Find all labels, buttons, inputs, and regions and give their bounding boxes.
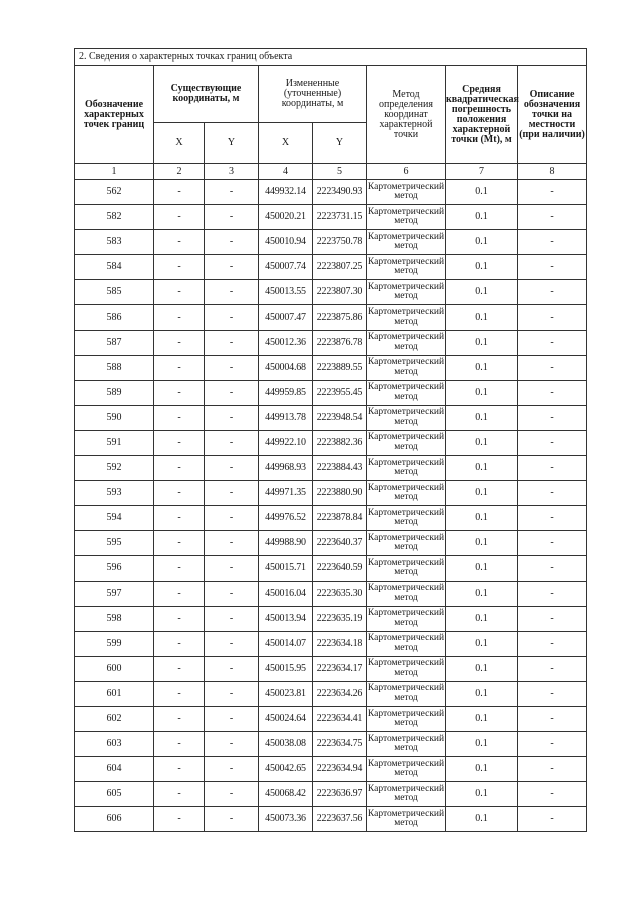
header-changed-x: X bbox=[259, 123, 313, 164]
rms-error-cell: 0.1 bbox=[446, 581, 518, 606]
point-id-cell: 582 bbox=[75, 205, 154, 230]
changed-y-cell: 2223490.93 bbox=[313, 180, 367, 205]
existing-x-cell: - bbox=[154, 305, 205, 330]
header-existing-x: X bbox=[154, 123, 205, 164]
changed-x-cell: 450012.36 bbox=[259, 330, 313, 355]
point-id-cell: 602 bbox=[75, 706, 154, 731]
point-id-cell: 593 bbox=[75, 481, 154, 506]
changed-x-cell: 449968.93 bbox=[259, 456, 313, 481]
changed-y-cell: 2223875.86 bbox=[313, 305, 367, 330]
changed-x-cell: 449959.85 bbox=[259, 380, 313, 405]
description-cell: - bbox=[518, 305, 587, 330]
changed-x-cell: 450015.71 bbox=[259, 556, 313, 581]
description-cell: - bbox=[518, 506, 587, 531]
method-cell: Картометрический метод bbox=[367, 631, 446, 656]
changed-x-cell: 450013.55 bbox=[259, 280, 313, 305]
existing-y-cell: - bbox=[205, 481, 259, 506]
existing-x-cell: - bbox=[154, 255, 205, 280]
changed-y-cell: 2223955.45 bbox=[313, 380, 367, 405]
method-cell: Картометрический метод bbox=[367, 405, 446, 430]
existing-y-cell: - bbox=[205, 782, 259, 807]
rms-error-cell: 0.1 bbox=[446, 706, 518, 731]
header-description: Описание обозначения точки на местности (при наличии) bbox=[518, 66, 587, 164]
header-rms-error: Средняя квадратическая погрешность положения характерной точки (Mt), м bbox=[446, 66, 518, 164]
changed-x-cell: 450073.36 bbox=[259, 807, 313, 832]
column-number: 3 bbox=[205, 164, 259, 180]
existing-y-cell: - bbox=[205, 205, 259, 230]
column-number: 8 bbox=[518, 164, 587, 180]
existing-x-cell: - bbox=[154, 782, 205, 807]
column-number: 6 bbox=[367, 164, 446, 180]
description-cell: - bbox=[518, 782, 587, 807]
description-cell: - bbox=[518, 430, 587, 455]
rms-error-cell: 0.1 bbox=[446, 430, 518, 455]
rms-error-cell: 0.1 bbox=[446, 531, 518, 556]
existing-x-cell: - bbox=[154, 706, 205, 731]
changed-y-cell: 2223878.84 bbox=[313, 506, 367, 531]
description-cell: - bbox=[518, 380, 587, 405]
rms-error-cell: 0.1 bbox=[446, 330, 518, 355]
changed-y-cell: 2223731.15 bbox=[313, 205, 367, 230]
description-cell: - bbox=[518, 631, 587, 656]
table-row bbox=[75, 280, 587, 305]
point-id-cell: 583 bbox=[75, 230, 154, 255]
description-cell: - bbox=[518, 205, 587, 230]
method-cell: Картометрический метод bbox=[367, 330, 446, 355]
method-cell: Картометрический метод bbox=[367, 355, 446, 380]
method-cell: Картометрический метод bbox=[367, 255, 446, 280]
existing-x-cell: - bbox=[154, 531, 205, 556]
changed-y-cell: 2223634.41 bbox=[313, 706, 367, 731]
changed-y-cell: 2223634.75 bbox=[313, 732, 367, 757]
point-id-cell: 605 bbox=[75, 782, 154, 807]
description-cell: - bbox=[518, 556, 587, 581]
existing-y-cell: - bbox=[205, 732, 259, 757]
point-id-cell: 606 bbox=[75, 807, 154, 832]
method-cell: Картометрический метод bbox=[367, 706, 446, 731]
changed-x-cell: 450016.04 bbox=[259, 581, 313, 606]
rms-error-cell: 0.1 bbox=[446, 380, 518, 405]
description-cell: - bbox=[518, 255, 587, 280]
existing-y-cell: - bbox=[205, 656, 259, 681]
changed-y-cell: 2223634.17 bbox=[313, 656, 367, 681]
method-cell: Картометрический метод bbox=[367, 205, 446, 230]
column-number: 2 bbox=[154, 164, 205, 180]
method-cell: Картометрический метод bbox=[367, 782, 446, 807]
rms-error-cell: 0.1 bbox=[446, 456, 518, 481]
description-cell: - bbox=[518, 531, 587, 556]
rms-error-cell: 0.1 bbox=[446, 606, 518, 631]
changed-x-cell: 449913.78 bbox=[259, 405, 313, 430]
point-id-cell: 600 bbox=[75, 656, 154, 681]
rms-error-cell: 0.1 bbox=[446, 656, 518, 681]
table-row bbox=[75, 430, 587, 455]
header-existing-y: Y bbox=[205, 123, 259, 164]
changed-y-cell: 2223634.18 bbox=[313, 631, 367, 656]
method-cell: Картометрический метод bbox=[367, 280, 446, 305]
existing-y-cell: - bbox=[205, 255, 259, 280]
method-cell: Картометрический метод bbox=[367, 732, 446, 757]
existing-x-cell: - bbox=[154, 506, 205, 531]
point-id-cell: 588 bbox=[75, 355, 154, 380]
description-cell: - bbox=[518, 706, 587, 731]
point-id-cell: 562 bbox=[75, 180, 154, 205]
section-title: 2. Сведения о характерных точках границ объекта bbox=[75, 49, 587, 66]
existing-y-cell: - bbox=[205, 581, 259, 606]
header-existing-coords: Существующие координаты, м bbox=[154, 66, 259, 123]
existing-x-cell: - bbox=[154, 430, 205, 455]
method-cell: Картометрический метод bbox=[367, 481, 446, 506]
existing-x-cell: - bbox=[154, 681, 205, 706]
changed-x-cell: 450014.07 bbox=[259, 631, 313, 656]
description-cell: - bbox=[518, 807, 587, 832]
point-id-cell: 604 bbox=[75, 757, 154, 782]
description-cell: - bbox=[518, 456, 587, 481]
changed-x-cell: 450013.94 bbox=[259, 606, 313, 631]
existing-x-cell: - bbox=[154, 556, 205, 581]
table-row bbox=[75, 757, 587, 782]
existing-x-cell: - bbox=[154, 180, 205, 205]
existing-x-cell: - bbox=[154, 280, 205, 305]
changed-y-cell: 2223634.26 bbox=[313, 681, 367, 706]
point-id-cell: 589 bbox=[75, 380, 154, 405]
table-row bbox=[75, 631, 587, 656]
existing-x-cell: - bbox=[154, 606, 205, 631]
method-cell: Картометрический метод bbox=[367, 656, 446, 681]
point-id-cell: 586 bbox=[75, 305, 154, 330]
rms-error-cell: 0.1 bbox=[446, 280, 518, 305]
changed-y-cell: 2223889.55 bbox=[313, 355, 367, 380]
point-id-cell: 587 bbox=[75, 330, 154, 355]
rms-error-cell: 0.1 bbox=[446, 732, 518, 757]
existing-y-cell: - bbox=[205, 305, 259, 330]
changed-y-cell: 2223637.56 bbox=[313, 807, 367, 832]
table-row bbox=[75, 581, 587, 606]
existing-x-cell: - bbox=[154, 456, 205, 481]
rms-error-cell: 0.1 bbox=[446, 681, 518, 706]
table-row bbox=[75, 456, 587, 481]
existing-y-cell: - bbox=[205, 355, 259, 380]
changed-x-cell: 450007.47 bbox=[259, 305, 313, 330]
changed-x-cell: 450004.68 bbox=[259, 355, 313, 380]
description-cell: - bbox=[518, 757, 587, 782]
rms-error-cell: 0.1 bbox=[446, 230, 518, 255]
method-cell: Картометрический метод bbox=[367, 506, 446, 531]
rms-error-cell: 0.1 bbox=[446, 205, 518, 230]
changed-y-cell: 2223636.97 bbox=[313, 782, 367, 807]
table-row bbox=[75, 230, 587, 255]
existing-y-cell: - bbox=[205, 706, 259, 731]
rms-error-cell: 0.1 bbox=[446, 255, 518, 280]
existing-y-cell: - bbox=[205, 180, 259, 205]
changed-y-cell: 2223635.30 bbox=[313, 581, 367, 606]
changed-x-cell: 450015.95 bbox=[259, 656, 313, 681]
description-cell: - bbox=[518, 581, 587, 606]
description-cell: - bbox=[518, 405, 587, 430]
rms-error-cell: 0.1 bbox=[446, 305, 518, 330]
existing-y-cell: - bbox=[205, 556, 259, 581]
rms-error-cell: 0.1 bbox=[446, 807, 518, 832]
existing-y-cell: - bbox=[205, 230, 259, 255]
method-cell: Картометрический метод bbox=[367, 456, 446, 481]
method-cell: Картометрический метод bbox=[367, 430, 446, 455]
rms-error-cell: 0.1 bbox=[446, 782, 518, 807]
rms-error-cell: 0.1 bbox=[446, 405, 518, 430]
existing-y-cell: - bbox=[205, 681, 259, 706]
existing-y-cell: - bbox=[205, 506, 259, 531]
point-id-cell: 603 bbox=[75, 732, 154, 757]
changed-y-cell: 2223880.90 bbox=[313, 481, 367, 506]
method-cell: Картометрический метод bbox=[367, 305, 446, 330]
description-cell: - bbox=[518, 481, 587, 506]
method-cell: Картометрический метод bbox=[367, 807, 446, 832]
table-row bbox=[75, 205, 587, 230]
existing-x-cell: - bbox=[154, 631, 205, 656]
table-row bbox=[75, 180, 587, 205]
table-row bbox=[75, 706, 587, 731]
table-row bbox=[75, 732, 587, 757]
existing-x-cell: - bbox=[154, 481, 205, 506]
changed-x-cell: 450042.65 bbox=[259, 757, 313, 782]
existing-x-cell: - bbox=[154, 581, 205, 606]
changed-x-cell: 449971.35 bbox=[259, 481, 313, 506]
changed-y-cell: 2223882.36 bbox=[313, 430, 367, 455]
existing-x-cell: - bbox=[154, 807, 205, 832]
header-changed-coords: Измененные (уточненные) координаты, м bbox=[259, 66, 367, 123]
point-id-cell: 597 bbox=[75, 581, 154, 606]
table-row bbox=[75, 305, 587, 330]
description-cell: - bbox=[518, 606, 587, 631]
boundary-points-table bbox=[74, 48, 587, 832]
point-id-cell: 584 bbox=[75, 255, 154, 280]
changed-y-cell: 2223640.37 bbox=[313, 531, 367, 556]
existing-x-cell: - bbox=[154, 380, 205, 405]
changed-x-cell: 449988.90 bbox=[259, 531, 313, 556]
changed-y-cell: 2223807.30 bbox=[313, 280, 367, 305]
description-cell: - bbox=[518, 230, 587, 255]
changed-x-cell: 450007.74 bbox=[259, 255, 313, 280]
point-id-cell: 585 bbox=[75, 280, 154, 305]
rms-error-cell: 0.1 bbox=[446, 631, 518, 656]
column-number: 4 bbox=[259, 164, 313, 180]
changed-y-cell: 2223635.19 bbox=[313, 606, 367, 631]
description-cell: - bbox=[518, 355, 587, 380]
existing-x-cell: - bbox=[154, 330, 205, 355]
existing-x-cell: - bbox=[154, 656, 205, 681]
table-row bbox=[75, 807, 587, 832]
point-id-cell: 598 bbox=[75, 606, 154, 631]
rms-error-cell: 0.1 bbox=[446, 757, 518, 782]
point-id-cell: 591 bbox=[75, 430, 154, 455]
point-id-cell: 596 bbox=[75, 556, 154, 581]
table-row bbox=[75, 405, 587, 430]
existing-y-cell: - bbox=[205, 330, 259, 355]
description-cell: - bbox=[518, 656, 587, 681]
existing-x-cell: - bbox=[154, 205, 205, 230]
description-cell: - bbox=[518, 732, 587, 757]
method-cell: Картометрический метод bbox=[367, 606, 446, 631]
description-cell: - bbox=[518, 681, 587, 706]
description-cell: - bbox=[518, 280, 587, 305]
existing-y-cell: - bbox=[205, 606, 259, 631]
changed-y-cell: 2223640.59 bbox=[313, 556, 367, 581]
description-cell: - bbox=[518, 180, 587, 205]
method-cell: Картометрический метод bbox=[367, 180, 446, 205]
table-row bbox=[75, 330, 587, 355]
existing-y-cell: - bbox=[205, 456, 259, 481]
header-changed-y: Y bbox=[313, 123, 367, 164]
changed-x-cell: 450023.81 bbox=[259, 681, 313, 706]
existing-x-cell: - bbox=[154, 732, 205, 757]
method-cell: Картометрический метод bbox=[367, 757, 446, 782]
changed-x-cell: 449976.52 bbox=[259, 506, 313, 531]
existing-x-cell: - bbox=[154, 355, 205, 380]
existing-x-cell: - bbox=[154, 230, 205, 255]
changed-x-cell: 450020.21 bbox=[259, 205, 313, 230]
point-id-cell: 592 bbox=[75, 456, 154, 481]
point-id-cell: 601 bbox=[75, 681, 154, 706]
point-id-cell: 595 bbox=[75, 531, 154, 556]
existing-y-cell: - bbox=[205, 757, 259, 782]
changed-y-cell: 2223807.25 bbox=[313, 255, 367, 280]
changed-y-cell: 2223750.78 bbox=[313, 230, 367, 255]
method-cell: Картометрический метод bbox=[367, 556, 446, 581]
changed-x-cell: 450068.42 bbox=[259, 782, 313, 807]
table-row bbox=[75, 380, 587, 405]
existing-y-cell: - bbox=[205, 430, 259, 455]
changed-x-cell: 449922.10 bbox=[259, 430, 313, 455]
header-method: Метод определения координат характерной точки bbox=[367, 66, 446, 164]
rms-error-cell: 0.1 bbox=[446, 180, 518, 205]
changed-x-cell: 450038.08 bbox=[259, 732, 313, 757]
existing-y-cell: - bbox=[205, 405, 259, 430]
column-number: 7 bbox=[446, 164, 518, 180]
table-row bbox=[75, 556, 587, 581]
table-row bbox=[75, 782, 587, 807]
existing-y-cell: - bbox=[205, 531, 259, 556]
point-id-cell: 594 bbox=[75, 506, 154, 531]
table-row bbox=[75, 481, 587, 506]
existing-y-cell: - bbox=[205, 380, 259, 405]
changed-y-cell: 2223884.43 bbox=[313, 456, 367, 481]
method-cell: Картометрический метод bbox=[367, 380, 446, 405]
existing-y-cell: - bbox=[205, 807, 259, 832]
method-cell: Картометрический метод bbox=[367, 531, 446, 556]
table-row bbox=[75, 681, 587, 706]
point-id-cell: 599 bbox=[75, 631, 154, 656]
rms-error-cell: 0.1 bbox=[446, 506, 518, 531]
method-cell: Картометрический метод bbox=[367, 581, 446, 606]
changed-x-cell: 450024.64 bbox=[259, 706, 313, 731]
table-row bbox=[75, 255, 587, 280]
method-cell: Картометрический метод bbox=[367, 681, 446, 706]
changed-x-cell: 449932.14 bbox=[259, 180, 313, 205]
rms-error-cell: 0.1 bbox=[446, 556, 518, 581]
column-number: 1 bbox=[75, 164, 154, 180]
changed-y-cell: 2223634.94 bbox=[313, 757, 367, 782]
table-row bbox=[75, 506, 587, 531]
existing-x-cell: - bbox=[154, 405, 205, 430]
header-point-designation: Обозначение характерных точек границ bbox=[75, 66, 154, 164]
point-id-cell: 590 bbox=[75, 405, 154, 430]
changed-x-cell: 450010.94 bbox=[259, 230, 313, 255]
existing-y-cell: - bbox=[205, 631, 259, 656]
rms-error-cell: 0.1 bbox=[446, 355, 518, 380]
existing-x-cell: - bbox=[154, 757, 205, 782]
description-cell: - bbox=[518, 330, 587, 355]
table-row bbox=[75, 656, 587, 681]
column-number: 5 bbox=[313, 164, 367, 180]
existing-y-cell: - bbox=[205, 280, 259, 305]
table-row bbox=[75, 355, 587, 380]
table-row bbox=[75, 531, 587, 556]
rms-error-cell: 0.1 bbox=[446, 481, 518, 506]
table-row bbox=[75, 606, 587, 631]
method-cell: Картометрический метод bbox=[367, 230, 446, 255]
changed-y-cell: 2223876.78 bbox=[313, 330, 367, 355]
changed-y-cell: 2223948.54 bbox=[313, 405, 367, 430]
